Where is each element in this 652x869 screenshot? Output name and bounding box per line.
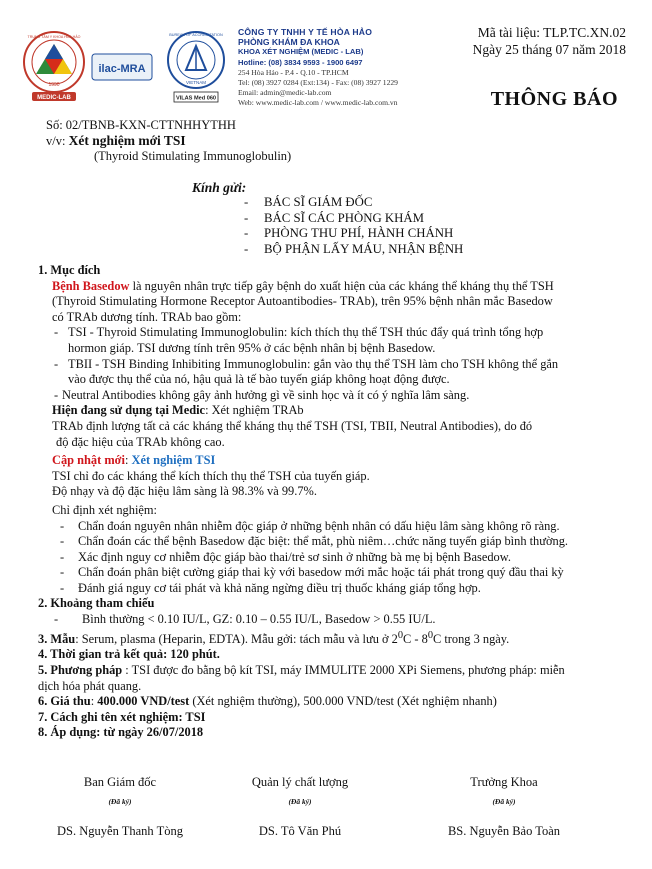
- email: Email: admin@medic-lab.com: [238, 88, 332, 98]
- turnaround-time: : 120 phút.: [163, 647, 220, 662]
- neutral-antibodies: - Neutral Antibodies không gây ảnh hưởng gì về sinh học và ít có ý nghĩa lâm sàng.: [38, 388, 628, 404]
- indication-item: - Đánh giá nguy cơ tái phát và khả năng ngừng điều trị thuốc kháng giáp tổng hợp.: [38, 581, 628, 597]
- sample-mid: C - 8: [403, 631, 428, 646]
- section-6-label: 6. Giá thu: [38, 694, 91, 709]
- signed-mark: (Đã ký): [108, 797, 132, 806]
- company-info: [238, 27, 428, 109]
- tbii-definition-cont: vào được thụ thể của nó, hậu quả là tế bào tuyến giáp không hoạt động được.: [68, 372, 450, 387]
- hotline: Hotline: (08) 3834 9593 - 1900 6497: [238, 57, 363, 67]
- vilas-label: VILAS Med 060: [175, 95, 217, 102]
- intro-rest: là nguyên nhân trực tiếp gây bệnh do xuất hiện của các kháng thể kháng thụ thể TSH: [129, 278, 554, 293]
- recipients-list: [244, 195, 463, 257]
- price-colon: :: [90, 694, 98, 709]
- method-text: : TSI được đo bằng bộ kít TSI, máy IMMULITE 2000 XPi Siemens, phương pháp: miễn: [122, 662, 565, 677]
- basedow-highlight: Bệnh Basedow: [52, 278, 130, 293]
- indications-label: Chỉ định xét nghiệm:: [52, 502, 157, 517]
- update-label: Cập nhật mới: [52, 453, 125, 468]
- document-number: Số: 02/TBNB-KXN-CTTNHHYTHH: [46, 118, 236, 132]
- section-3-label: 3. Mẫu: [38, 631, 76, 646]
- section-7-label: 7. Cách ghi tên xét nghiệm: [38, 709, 179, 724]
- recipient-item: - BỘ PHẬN LẤY MÁU, NHẬN BỆNH: [244, 242, 463, 258]
- degree-sup-1: 0: [397, 629, 404, 641]
- update-colon: :: [124, 453, 132, 468]
- section-6-line: [38, 694, 628, 710]
- clinic-name: PHÒNG KHÁM ĐA KHOA: [238, 37, 340, 48]
- accreditation-ring-text: BUREAU OF ACCREDITATION: [169, 33, 223, 37]
- recipient-item: - PHÒNG THU PHÍ, HÀNH CHÁNH: [244, 226, 463, 242]
- document-date: Ngày 25 tháng 07 năm 2018: [472, 42, 626, 57]
- price-note: (Xét nghiệm thường), 500.000 VND/test (Xét nghiệm nhanh): [189, 694, 497, 709]
- tsi-sensitivity: Độ nhạy và độ đặc hiệu lâm sàng là 98.3% và 99.7%.: [52, 484, 317, 499]
- intro-line-2: (Thyroid Stimulating Hormone Receptor Autoantibodies- TRAb), trên 95% bệnh nhân mắc Basedow: [52, 294, 553, 309]
- current-test-line: [38, 403, 628, 419]
- effective-date: : từ ngày 26/07/2018: [96, 725, 204, 740]
- recipient-item: - BÁC SĨ GIÁM ĐỐC: [244, 195, 463, 211]
- reference-range: - Bình thường < 0.10 IU/L, GZ: 0.10 – 0.55 IU/L, Basedow > 0.55 IU/L.: [38, 612, 628, 628]
- indication-item: - Chẩn đoán nguyên nhân nhiễm độc giáp ở những bệnh nhân có dấu hiệu lâm sàng không rõ ràng.: [38, 519, 628, 535]
- lab-name: KHOA XÉT NGHIỆM (MEDIC - LAB): [238, 47, 364, 57]
- accreditation-country: VIETNAM: [185, 80, 207, 85]
- indication-item: - Xác định nguy cơ nhiễm độc giáp bào thai/trẻ sơ sinh ở những bà mẹ bị bệnh Basedow.: [38, 550, 628, 566]
- tbii-definition: - TBII - TSH Binding Inhibiting Immunoglobulin: gắn vào thụ thể TSH làm cho TSH không thể gắn: [38, 357, 628, 373]
- subject-english: (Thyroid Stimulating Immunoglobulin): [94, 149, 292, 163]
- medic-logo-label: MEDIC-LAB: [37, 95, 71, 101]
- section-4-line: [38, 647, 628, 663]
- signer-name: DS. Tô Văn Phú: [258, 824, 342, 838]
- subject-prefix: v/v:: [46, 134, 69, 148]
- signature-director: [20, 775, 220, 839]
- method-cont: dịch hóa phát quang.: [38, 678, 142, 693]
- ilac-mra-logo: [92, 54, 152, 80]
- tsi-definition: - TSI - Thyroid Stimulating Immunoglobulin: kích thích thụ thể TSH thúc đẩy quá trình tổng hợp: [38, 325, 628, 341]
- website: Web: www.medic-lab.com / www.medic-lab.com.vn: [238, 98, 398, 108]
- signer-title: Quản lý chất lượng: [251, 775, 349, 789]
- section-1-heading: 1. Mục đích: [38, 263, 101, 277]
- indication-item: - Chẩn đoán các thể bệnh Basedow đặc biệt: thể mắt, phù niêm…chức năng tuyến giáp bình thường.: [38, 534, 628, 550]
- section-4-label: 4. Thời gian trả kết quả: [38, 647, 164, 662]
- section-5-label: 5. Phương pháp: [38, 662, 123, 677]
- address: 254 Hòa Hảo - P.4 - Q.10 - TP.HCM: [238, 67, 349, 77]
- test-code-name: : TSI: [178, 709, 206, 724]
- sample-end: C trong 3 ngày.: [432, 631, 510, 646]
- header-logos: [18, 28, 236, 108]
- section-2-heading: 2. Khoảng tham chiếu: [38, 596, 155, 611]
- recipient-item: - BÁC SĨ CÁC PHÒNG KHÁM: [244, 211, 463, 227]
- signed-mark: (Đã ký): [492, 797, 516, 806]
- tsi-definition-cont: hormon giáp. TSI dương tính trên 95% ở các bệnh nhân bị bệnh Basedow.: [68, 340, 436, 355]
- intro-line-3: có TRAb dương tính. TRAb bao gồm:: [52, 309, 242, 324]
- intro-line-1: [38, 279, 628, 295]
- signature-quality: [200, 775, 400, 839]
- medic-lab-logo: [24, 32, 84, 101]
- signature-head: [404, 775, 604, 839]
- accreditation-seal: [168, 32, 224, 102]
- update-line: [38, 453, 628, 469]
- subject-line: [46, 133, 186, 149]
- degree-sup-2: 0: [427, 629, 433, 641]
- company-name: CÔNG TY TNHH Y TẾ HÒA HẢO: [238, 27, 373, 37]
- signer-title: Trưởng Khoa: [470, 775, 538, 789]
- section-7-line: [38, 710, 628, 726]
- document-reference: [473, 24, 626, 58]
- signer-name: BS. Nguyễn Bảo Toàn: [447, 824, 561, 838]
- subject-text: Xét nghiệm mới TSI: [68, 133, 186, 148]
- sample-text: : Serum, plasma (Heparin, EDTA). Mẫu gởi: tách mẫu và lưu ở 2: [75, 631, 398, 646]
- section-8-label: 8. Áp dụng: [38, 725, 97, 740]
- notice-body: [38, 263, 628, 741]
- section-3-line: [38, 628, 628, 648]
- indication-item: - Chẩn đoán phân biệt cường giáp thai kỳ với basedow mới mắc hoặc tái phát trong quý đầu thai kỳ: [38, 565, 628, 581]
- ilac-logo-text: ilac-MRA: [98, 63, 146, 75]
- current-test-desc-1: TRAb định lượng tất cả các kháng thể kháng thụ thể TSH (TSI, TBII, Neutral Antibodies), do đó: [52, 418, 533, 433]
- signed-mark: (Đã ký): [288, 797, 312, 806]
- update-test-name: Xét nghiệm TSI: [131, 453, 216, 468]
- document-code: Mã tài liệu: TLP.TC.XN.02: [477, 25, 626, 40]
- recipients-label: Kính gửi:: [192, 180, 247, 195]
- medic-logo-ring-text: TRUNG TÂM Y KHOA HÒA HẢO: [27, 35, 81, 39]
- section-8-line: [38, 725, 628, 741]
- signer-name: DS. Nguyễn Thanh Tòng: [57, 824, 183, 838]
- medic-logo-year: 1990: [48, 82, 60, 88]
- notice-title: THÔNG BÁO: [490, 88, 618, 110]
- price-normal: 400.000 VND/test: [97, 694, 190, 709]
- section-5-line: [38, 663, 628, 679]
- current-test-name: : Xét nghiệm TRAb: [205, 403, 304, 418]
- current-test-heading: Hiện đang sử dụng tại Medic: [52, 403, 206, 418]
- tel-fax: Tel: (08) 3927 0284 (Ext:134) - Fax: (08) 3927 1229: [238, 78, 398, 88]
- tsi-measure: TSI chỉ đo các kháng thể kích thích thụ thể TSH của tuyến giáp.: [52, 468, 370, 483]
- current-test-desc-2: độ đặc hiệu của TRAb không cao.: [56, 434, 225, 449]
- signer-title: Ban Giám đốc: [83, 775, 157, 789]
